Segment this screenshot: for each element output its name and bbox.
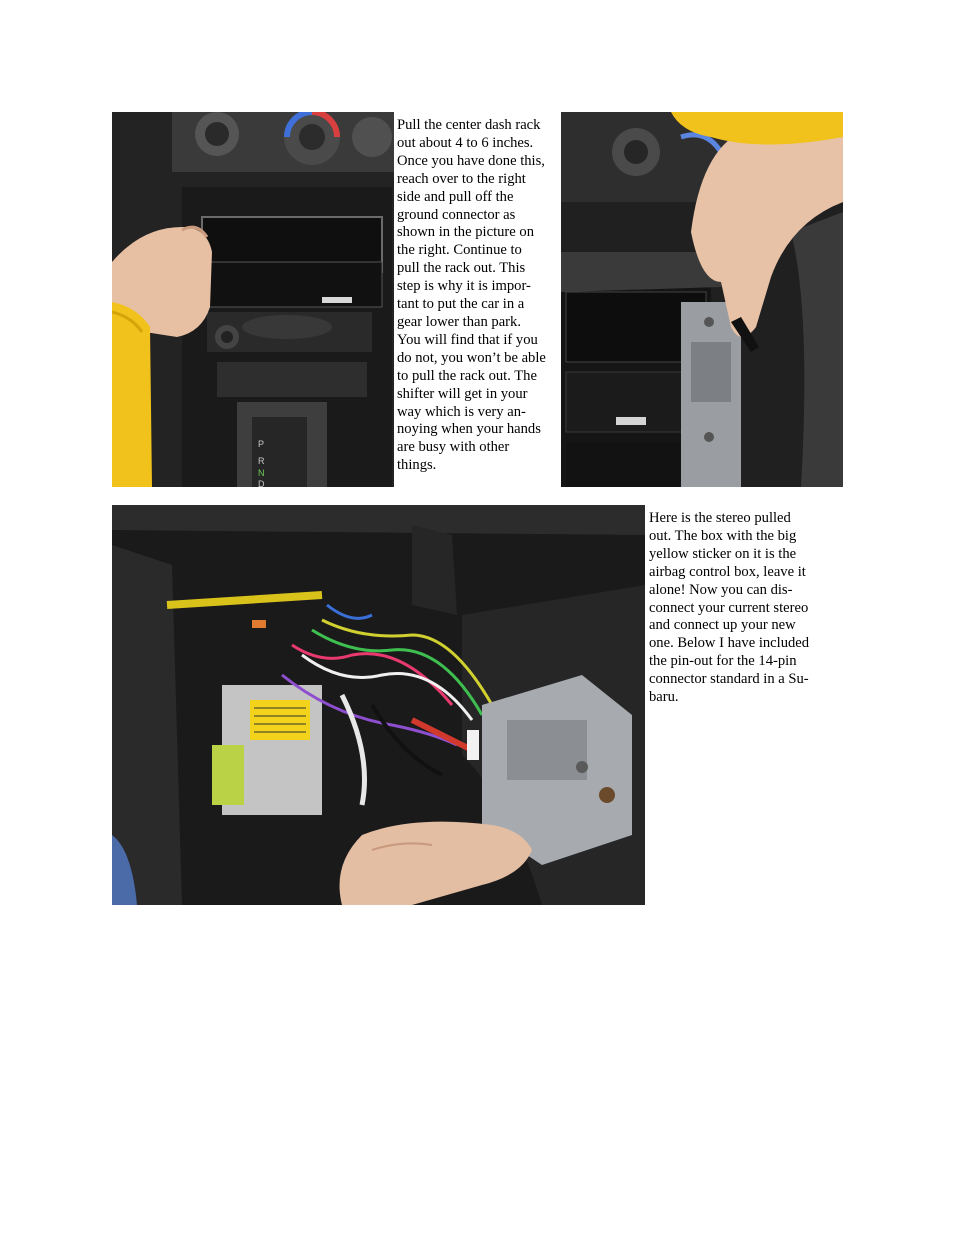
shifter-label-n: N <box>258 468 265 478</box>
rack-instructions-paragraph: Pull the center dash rack out about 4 to 6 inches. Once you have done this, reach over to the right side and pull off the ground connector as shown in the picture on the right. Continue to pull the rack out. This step is why it is impor- tant to put the car in a gear lower than park. You will find that if you do not, you won’t be able to pull the rack out. The shifter will get in your way which is very an- noying when your hands are busy with other things. <box>397 117 546 474</box>
shifter-label-p: P <box>258 439 265 449</box>
stereo-instructions-paragraph: Here is the stereo pulled out. The box with the big yellow sticker on it is the airbag control box, leave it alone! Now you can dis- connect your current stereo and connect up your new one. Below I have included the pin-out for the 14-pin connector standard in a Su- baru. <box>649 510 810 706</box>
shifter-label-r: R <box>258 456 265 466</box>
dash-rack-photo <box>112 112 394 487</box>
stereo-wiring-photo <box>112 505 645 905</box>
ground-connector-photo <box>561 112 843 487</box>
shifter-label-d: D <box>258 479 265 487</box>
